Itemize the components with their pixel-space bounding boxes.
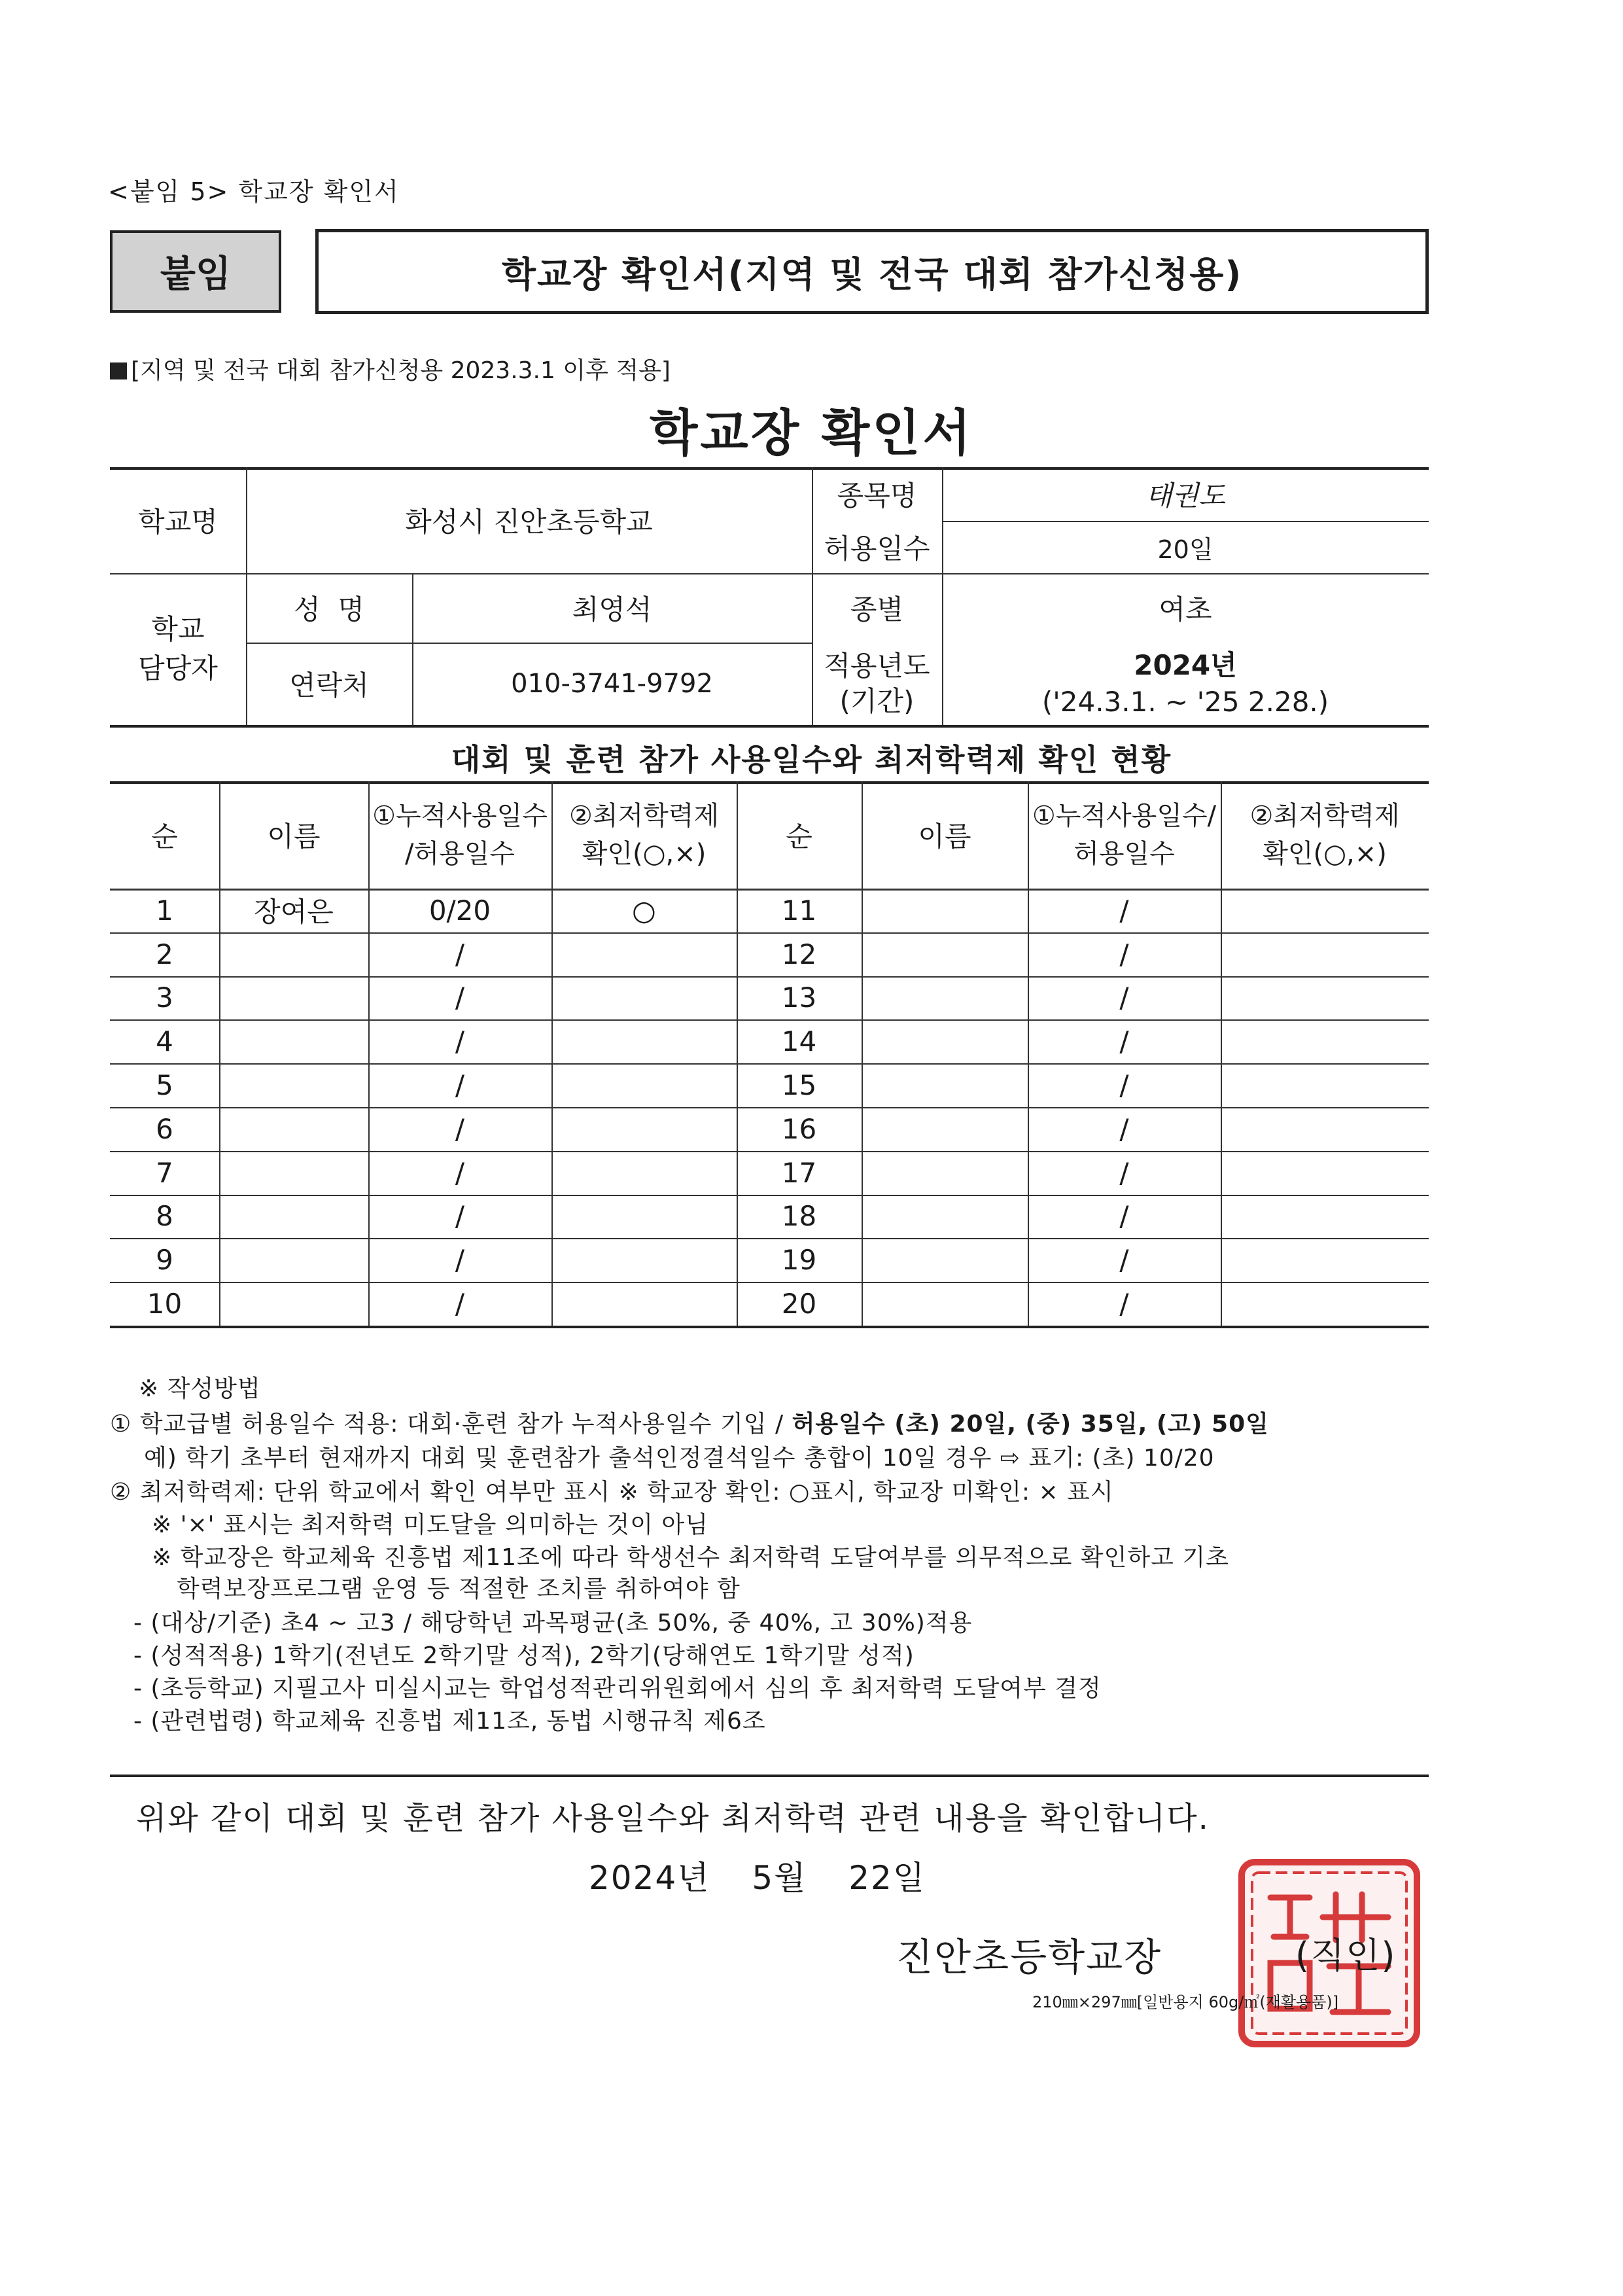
row-cell-name <box>219 1238 368 1282</box>
header-academic-line2: 확인(○,×) <box>582 839 707 869</box>
header-no: 순 <box>151 821 178 853</box>
row-cell-name <box>219 932 368 976</box>
row-cell-name <box>219 1107 368 1151</box>
detail-1: - (대상/기준) 초4 ~ 고3 / 해당학년 과목평균(초 50%, 중 40%, 고 30%)적용 <box>133 1610 973 1636</box>
row-cell-name <box>862 1151 1028 1195</box>
row-cell-days: / <box>455 1200 465 1233</box>
row-cell-no: 16 <box>781 1112 817 1145</box>
row-cell-days: / <box>1119 1200 1129 1233</box>
note-2-sub-1: ※ '×' 표시는 최저학력 미도달을 의미하는 것이 아님 <box>152 1511 708 1538</box>
row-cell-days: / <box>455 1244 465 1277</box>
row-cell-name <box>862 1282 1028 1326</box>
row-cell-acad <box>1221 932 1429 976</box>
sign-date: 2024년 5월 22일 <box>589 1859 926 1897</box>
header-days-line2: /허용일수 <box>404 839 515 869</box>
row-cell-acad <box>1221 1107 1429 1151</box>
row-cell-acad <box>1221 1238 1429 1282</box>
seal-label: (직인) <box>1295 1935 1397 1976</box>
row-cell-days: / <box>455 1069 465 1102</box>
row-cell-no: 3 <box>156 981 173 1014</box>
row-cell-no: 7 <box>156 1156 173 1189</box>
year-label-line2: (기간) <box>839 685 915 717</box>
row-cell-acad <box>551 1282 737 1326</box>
row-cell-no: 4 <box>156 1025 173 1058</box>
row-cell-days: / <box>455 981 465 1014</box>
row-cell-no: 19 <box>781 1244 817 1277</box>
notes-heading: ※ 작성방법 <box>139 1375 261 1402</box>
header-days-right-line2: 허용일수 <box>1073 839 1175 869</box>
row-cell-name <box>862 1107 1028 1151</box>
row-cell-days: / <box>455 1288 465 1320</box>
row-cell-days: / <box>1119 1244 1129 1277</box>
status-title: 대회 및 훈련 참가 사용일수와 최저학력제 확인 현황 <box>451 742 1172 777</box>
note-2-sub-2b: 학력보장프로그램 운영 등 적절한 조치를 취하여야 함 <box>177 1576 741 1602</box>
detail-4: - (관련법령) 학교체육 진흥법 제11조, 동법 시행규칙 제6조 <box>133 1708 766 1735</box>
sport-value: 태권도 <box>1145 480 1225 512</box>
scope-note-text: [지역 및 전국 대회 참가신청용 2023.3.1 이후 적용] <box>131 357 671 384</box>
header-days-line1: ①누적사용일수 <box>372 801 548 831</box>
row-cell-name <box>219 1282 368 1326</box>
row-cell-name <box>862 1238 1028 1282</box>
manager-label: 학교 담당자 <box>138 613 218 684</box>
table-border <box>110 725 1429 728</box>
row-cell-no: 5 <box>156 1069 173 1102</box>
detail-2: - (성적적용) 1학기(전년도 2학기말 성적), 2학기(당해연도 1학기말 성적) <box>133 1642 915 1669</box>
row-cell-days: / <box>1119 938 1129 970</box>
note-1-text: ① 학교급별 허용일수 적용: 대회·훈련 참가 누적사용일수 기입 / <box>110 1411 792 1438</box>
row-cell-acad <box>1221 889 1429 932</box>
school-value: 화성시 진안초등학교 <box>405 506 653 538</box>
row-cell-name <box>219 1019 368 1063</box>
header-days <box>368 781 551 889</box>
allowed-days-label: 허용일수 <box>824 533 930 565</box>
year-value-period: ('24.3.1. ~ '25 2.28.) <box>1041 686 1329 718</box>
principal-signature: 진안초등학교장 <box>896 1935 1162 1979</box>
year-value <box>942 643 1429 725</box>
row-cell-days: / <box>1119 1025 1129 1058</box>
row-cell-no: 18 <box>781 1200 817 1233</box>
contact-label: 연락처 <box>289 669 369 701</box>
note-2-sub-2: ※ 학교장은 학교체육 진흥법 제11조에 따라 학생선수 최저학력 도달여부를 의무적으로 확인하고 기초 <box>152 1544 1229 1571</box>
footer-divider <box>110 1775 1429 1777</box>
name-value: 최영석 <box>572 593 652 626</box>
header-academic-right <box>1221 781 1429 889</box>
contact-value: 010-3741-9792 <box>511 669 713 699</box>
row-cell-acad <box>551 1238 737 1282</box>
row-cell-no: 14 <box>781 1025 817 1058</box>
attachment-caption: <붙임 5> 학교장 확인서 <box>108 177 400 206</box>
row-cell-no: 9 <box>156 1244 173 1277</box>
row-cell-name <box>219 1195 368 1239</box>
header-name-right: 이름 <box>918 821 971 853</box>
row-cell-acad <box>1221 1151 1429 1195</box>
row-cell-acad <box>1221 1282 1429 1326</box>
row-cell-no: 10 <box>147 1288 183 1320</box>
row-cell-acad <box>551 1107 737 1151</box>
row-cell-name <box>219 1151 368 1195</box>
row-cell-acad <box>1221 1019 1429 1063</box>
attachment-tag: 붙임 <box>110 230 281 313</box>
row-cell-no: 20 <box>781 1288 817 1320</box>
row-cell-days: / <box>455 1025 465 1058</box>
year-value-main: 2024년 <box>1134 649 1237 681</box>
header-academic-right-line2: 확인(○,×) <box>1263 839 1387 869</box>
note-1 <box>110 1405 1269 1439</box>
row-cell-name <box>219 1063 368 1107</box>
row-cell-days: / <box>1119 1069 1129 1102</box>
row-cell-no: 6 <box>156 1112 173 1145</box>
year-label <box>812 643 942 725</box>
row-cell-acad <box>1221 1195 1429 1239</box>
row-cell-days: / <box>1119 1112 1129 1145</box>
header-days-right <box>1028 781 1221 889</box>
document-title: 학교장 확인서(지역 및 전국 대회 참가신청용) <box>315 229 1429 314</box>
paper-spec: 210㎜×297㎜[일반용지 60g/㎡(재활용품)] <box>1032 1993 1339 2011</box>
row-cell-days: / <box>455 1112 465 1145</box>
row-cell-name <box>862 976 1028 1020</box>
row-cell-acad <box>551 1019 737 1063</box>
confirmation-text: 위와 같이 대회 및 훈련 참가 사용일수와 최저학력 관련 내용을 확인합니다. <box>136 1800 1210 1837</box>
row-cell-acad <box>551 1151 737 1195</box>
header-academic-right-line1: ②최저학력제 <box>1249 801 1400 831</box>
row-cell-acad <box>551 932 737 976</box>
note-1-example: 예) 학기 초부터 현재까지 대회 및 훈련참가 출석인정결석일수 총합이 10일 경우 ⇨ 표기: (초) 10/20 <box>144 1445 1215 1472</box>
row-cell-no: 1 <box>156 894 173 927</box>
row-cell-days: / <box>1119 981 1129 1014</box>
note-2: ② 최저학력제: 단위 학교에서 확인 여부만 표시 ※ 학교장 확인: ○표시, 학교장 미확인: × 표시 <box>110 1479 1114 1506</box>
table-border <box>110 1326 1429 1328</box>
row-cell-days: / <box>1119 1288 1129 1320</box>
row-cell-acad <box>551 976 737 1020</box>
category-label: 종별 <box>850 593 904 626</box>
row-cell-acad: ○ <box>632 894 656 927</box>
row-cell-acad <box>1221 1063 1429 1107</box>
row-cell-days: / <box>1119 1156 1129 1189</box>
sport-label: 종목명 <box>837 480 917 512</box>
allowed-days-value: 20일 <box>1157 535 1213 564</box>
row-cell-no: 15 <box>781 1069 817 1102</box>
year-label-line1: 적용년도 <box>824 650 930 682</box>
detail-3: - (초등학교) 지필고사 미실시교는 학업성적관리위원회에서 심의 후 최저학력 도달여부 결정 <box>133 1675 1102 1702</box>
row-cell-no: 11 <box>781 894 817 927</box>
row-cell-days: / <box>1119 894 1129 927</box>
category-value: 여초 <box>1159 593 1212 626</box>
row-cell-no: 13 <box>781 981 817 1014</box>
row-cell-acad <box>551 1063 737 1107</box>
row-cell-name <box>862 1195 1028 1239</box>
row-cell-no: 17 <box>781 1156 817 1189</box>
row-cell-no: 12 <box>781 938 817 970</box>
header-name: 이름 <box>267 821 321 853</box>
name-label: 성 명 <box>294 593 364 626</box>
row-cell-days: / <box>455 938 465 970</box>
row-cell-days: / <box>455 1156 465 1189</box>
row-cell-name <box>862 1019 1028 1063</box>
page-title: 학교장 확인서 <box>650 403 973 462</box>
row-cell-name <box>862 932 1028 976</box>
row-cell-name <box>219 976 368 1020</box>
header-days-right-line1: ①누적사용일수/ <box>1032 801 1217 831</box>
row-cell-name <box>862 889 1028 932</box>
header-no-right: 순 <box>786 821 812 853</box>
row-cell-no: 8 <box>156 1200 173 1233</box>
header-academic <box>551 781 737 889</box>
school-label: 학교명 <box>138 506 218 538</box>
note-1-allowed-days: 허용일수 (초) 20일, (중) 35일, (고) 50일 <box>792 1411 1269 1438</box>
row-cell-name: 장여은 <box>254 896 334 928</box>
row-cell-acad <box>1221 976 1429 1020</box>
scope-note <box>110 352 671 385</box>
row-cell-acad <box>551 1195 737 1239</box>
row-cell-no: 2 <box>156 938 173 970</box>
row-cell-name <box>862 1063 1028 1107</box>
header-academic-line1: ②최저학력제 <box>568 801 720 831</box>
row-cell-days: 0/20 <box>428 894 491 927</box>
square-bullet-icon <box>110 362 127 380</box>
